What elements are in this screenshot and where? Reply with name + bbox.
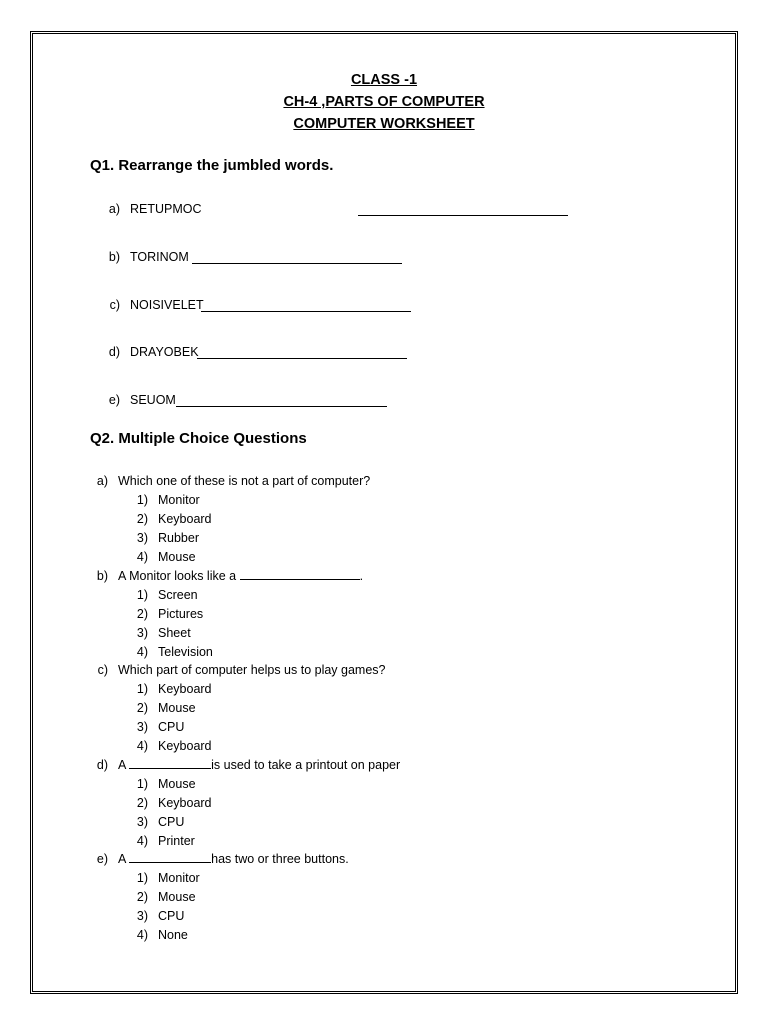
answer-blank[interactable]	[201, 311, 411, 312]
worksheet-heading: COMPUTER WORKSHEET	[293, 116, 475, 132]
option-text: Monitor	[158, 493, 200, 507]
option-number: 4)	[136, 739, 148, 753]
jumble-item	[92, 391, 592, 411]
question-marker: b)	[96, 569, 108, 583]
fill-blank[interactable]	[129, 851, 211, 863]
item-marker: d)	[108, 345, 120, 359]
option-number: 4)	[136, 645, 148, 659]
jumbled-word: SEUOM	[130, 393, 176, 407]
question-text	[118, 756, 400, 774]
jumbled-word: RETUPMOC	[130, 202, 202, 216]
option-number: 3)	[136, 626, 148, 640]
option-text: Mouse	[158, 701, 196, 715]
option-text: CPU	[158, 815, 185, 829]
question-marker: a)	[96, 474, 108, 488]
item-marker: b)	[108, 250, 120, 264]
option-text: Pictures	[158, 607, 204, 621]
question-text-before: A	[118, 852, 130, 866]
answer-blank[interactable]	[176, 406, 387, 407]
option-text: Printer	[158, 834, 195, 848]
option-text: Mouse	[158, 777, 196, 791]
question-text-after: has two or three buttons.	[211, 852, 349, 866]
option-text: Mouse	[158, 550, 196, 564]
option-text: Keyboard	[158, 796, 212, 810]
option-number: 4)	[136, 550, 148, 564]
option-number: 2)	[136, 512, 148, 526]
option-number: 1)	[136, 493, 148, 507]
jumbled-word: DRAYOBEK	[130, 345, 199, 359]
option-number: 4)	[136, 834, 148, 848]
class-heading: CLASS -1	[350, 72, 418, 88]
jumbled-word: NOISIVELET	[130, 298, 204, 312]
answer-blank[interactable]	[358, 215, 568, 216]
jumbled-word: TORINOM	[130, 250, 189, 264]
q1-title: Q1. Rearrange the jumbled words.	[90, 157, 334, 174]
option-text: CPU	[158, 909, 185, 923]
question-text: Which part of computer helps us to play games?	[118, 663, 386, 677]
question-text	[118, 567, 363, 585]
question-marker: c)	[97, 663, 108, 677]
item-marker: a)	[108, 202, 120, 216]
option-text: Sheet	[158, 626, 191, 640]
option-number: 2)	[136, 701, 148, 715]
option-number: 1)	[136, 777, 148, 791]
question-text-before: A	[118, 758, 130, 772]
jumble-item	[92, 248, 592, 268]
option-number: 1)	[136, 588, 148, 602]
option-number: 3)	[136, 815, 148, 829]
jumble-item	[92, 343, 592, 363]
option-number: 1)	[136, 871, 148, 885]
question-text: Which one of these is not a part of computer?	[118, 474, 371, 488]
answer-blank[interactable]	[197, 358, 407, 359]
question-text-before: A Monitor looks like a	[118, 569, 240, 583]
option-text: Mouse	[158, 890, 196, 904]
option-number: 2)	[136, 890, 148, 904]
question-marker: e)	[96, 852, 108, 866]
option-text: None	[158, 928, 188, 942]
item-marker: c)	[109, 298, 120, 312]
chapter-heading: CH-4 ,PARTS OF COMPUTER	[283, 94, 485, 110]
option-number: 2)	[136, 796, 148, 810]
item-marker: e)	[108, 393, 120, 407]
question-text-after: .	[359, 569, 364, 583]
option-number: 3)	[136, 531, 148, 545]
question-text-after: is used to take a printout on paper	[211, 758, 401, 772]
option-number: 1)	[136, 682, 148, 696]
option-number: 3)	[136, 720, 148, 734]
option-text: Screen	[158, 588, 198, 602]
option-number: 2)	[136, 607, 148, 621]
option-text: CPU	[158, 720, 185, 734]
q2-title: Q2. Multiple Choice Questions	[90, 430, 307, 447]
jumble-item	[92, 200, 592, 220]
option-text: Keyboard	[158, 512, 212, 526]
answer-blank[interactable]	[192, 263, 402, 264]
fill-blank[interactable]	[129, 757, 211, 769]
question-marker: d)	[96, 758, 108, 772]
option-text: Keyboard	[158, 682, 212, 696]
question-text	[118, 850, 349, 868]
jumble-item	[92, 296, 592, 316]
fill-blank[interactable]	[240, 568, 360, 580]
option-text: Monitor	[158, 871, 200, 885]
option-text: Television	[158, 645, 213, 659]
option-number: 3)	[136, 909, 148, 923]
option-text: Rubber	[158, 531, 199, 545]
option-number: 4)	[136, 928, 148, 942]
option-text: Keyboard	[158, 739, 212, 753]
